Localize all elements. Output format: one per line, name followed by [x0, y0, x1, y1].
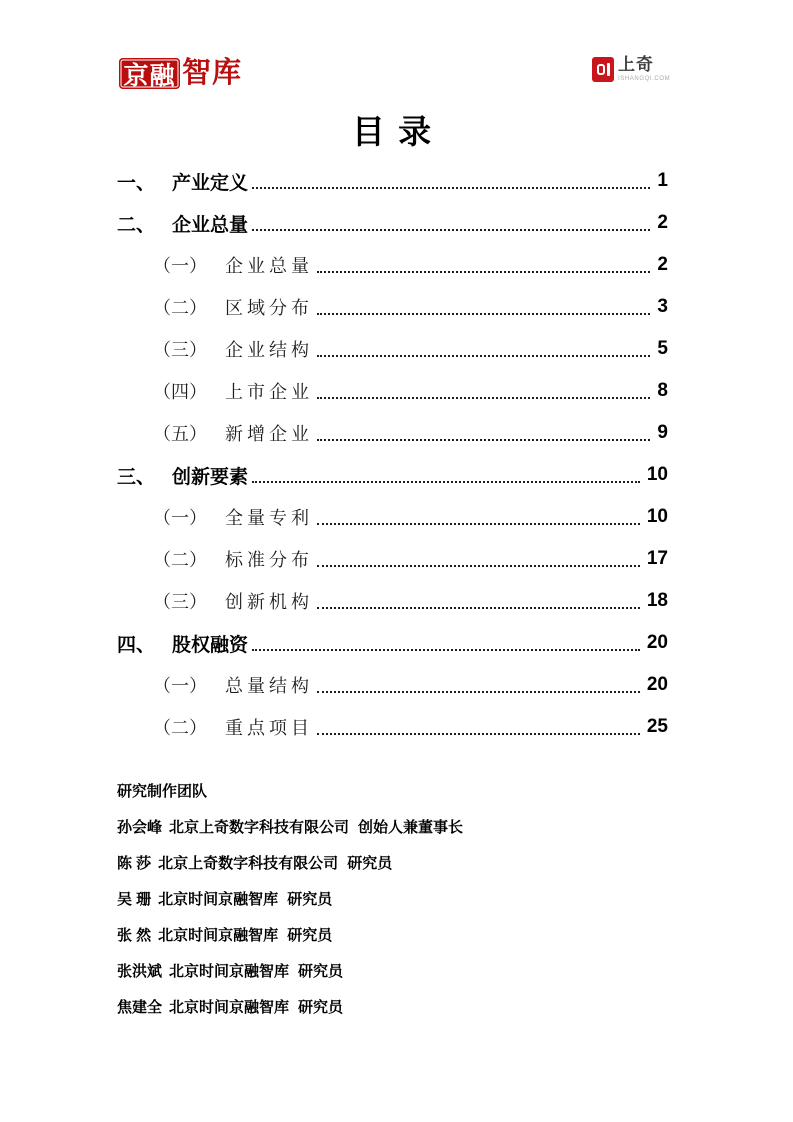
- toc-entry[interactable]: [117, 412, 668, 454]
- dot-leader: [252, 649, 640, 651]
- toc-entry-page-number: 2: [657, 254, 668, 275]
- toc-entry-label: 区域分布: [225, 298, 313, 319]
- dot-leader: [317, 397, 650, 399]
- toc-entry[interactable]: [117, 328, 668, 370]
- team-member-row: [117, 808, 668, 844]
- shangqi-ai-icon: [592, 57, 614, 82]
- toc-entry-page-number: 25: [646, 716, 668, 737]
- toc-entry[interactable]: [117, 580, 668, 622]
- team-member-row: [117, 988, 668, 1024]
- shangqi-brand-text: 上奇: [618, 55, 654, 74]
- team-heading: 研究制作团队: [117, 782, 208, 800]
- toc-entry-label: 企业总量: [172, 214, 249, 236]
- toc-entry-number: 三、: [117, 466, 156, 488]
- page-title: 目 录: [351, 113, 434, 150]
- toc-entry-page-number: 9: [657, 422, 668, 443]
- team-list: [117, 808, 668, 1024]
- team-member-name: 孙会峰: [117, 818, 163, 836]
- toc-entry[interactable]: [117, 622, 668, 664]
- toc-entry-page-number: 8: [657, 380, 668, 401]
- team-member-row: [117, 952, 668, 988]
- toc-entry[interactable]: [117, 286, 668, 328]
- dot-leader: [252, 229, 650, 231]
- toc-entry[interactable]: [117, 244, 668, 286]
- dot-leader: [317, 607, 640, 609]
- toc-entry-label: 产业定义: [172, 172, 249, 194]
- toc-entry[interactable]: [117, 370, 668, 412]
- toc-entry-label: 创新机构: [225, 592, 313, 613]
- zhiku-logo-text: 智库: [182, 57, 243, 89]
- toc-entry-number: （二）: [153, 550, 207, 571]
- toc-entry[interactable]: [117, 202, 668, 244]
- team-member-role: 研究员: [287, 926, 333, 944]
- toc-entry-label: 上市企业: [225, 382, 313, 403]
- toc-entry-page-number: 20: [646, 632, 668, 653]
- toc-entry[interactable]: [117, 538, 668, 580]
- toc-entry-number: （一）: [153, 256, 207, 277]
- toc-entry-number: （三）: [153, 340, 207, 361]
- dot-leader: [252, 187, 650, 189]
- toc-entry-page-number: 5: [657, 338, 668, 359]
- toc-entry-number: 一、: [117, 172, 156, 194]
- toc-entry-label: 企业结构: [225, 340, 313, 361]
- research-team-section: [117, 772, 668, 1024]
- team-member-role: 研究员: [287, 890, 333, 908]
- toc-entry-page-number: 20: [646, 674, 668, 695]
- team-member-row: [117, 880, 668, 916]
- ai-icon-square-glyph: [597, 64, 605, 75]
- dot-leader: [317, 355, 650, 357]
- team-member-role: 创始人兼董事长: [358, 818, 464, 836]
- toc-entry[interactable]: [117, 454, 668, 496]
- toc-entry-label: 全量专利: [225, 508, 313, 529]
- team-member-org: 北京时间京融智库: [169, 962, 290, 980]
- team-member-name: 张洪斌: [117, 962, 163, 980]
- toc-entry-page-number: 3: [657, 296, 668, 317]
- toc-entry-label: 股权融资: [172, 634, 249, 656]
- team-member-row: [117, 844, 668, 880]
- shangqi-logo: [592, 56, 670, 82]
- team-member-name: 陈 莎: [117, 854, 152, 872]
- team-member-org: 北京时间京融智库: [169, 998, 290, 1016]
- toc-entry-label: 标准分布: [225, 550, 313, 571]
- toc-entry-label: 总量结构: [225, 676, 313, 697]
- dot-leader: [252, 481, 640, 483]
- team-member-role: 研究员: [347, 854, 393, 872]
- team-member-org: 北京时间京融智库: [158, 890, 279, 908]
- dot-leader: [317, 691, 640, 693]
- toc-entry-number: （一）: [153, 676, 207, 697]
- team-member-name: 焦建全: [117, 998, 163, 1016]
- shangqi-domain-text: ISHANGQI.COM: [618, 76, 671, 82]
- toc-entry-number: （三）: [153, 592, 207, 613]
- team-member-row: [117, 916, 668, 952]
- dot-leader: [317, 439, 650, 441]
- toc-entry-page-number: 10: [646, 506, 668, 527]
- toc-entry[interactable]: [117, 706, 668, 748]
- toc-entry-page-number: 17: [646, 548, 668, 569]
- team-member-name: 张 然: [117, 926, 152, 944]
- team-member-role: 研究员: [298, 998, 344, 1016]
- toc-entry[interactable]: [117, 160, 668, 202]
- toc-entry-label: 企业总量: [225, 256, 313, 277]
- toc-entry-label: 创新要素: [172, 466, 249, 488]
- toc-entry-number: 二、: [117, 214, 156, 236]
- toc-entry-label: 新增企业: [225, 424, 313, 445]
- toc-entry-number: （二）: [153, 298, 207, 319]
- toc-entry-number: （五）: [153, 424, 207, 445]
- team-member-org: 北京上奇数字科技有限公司: [158, 854, 339, 872]
- table-of-contents: [117, 160, 668, 748]
- team-member-org: 北京时间京融智库: [158, 926, 279, 944]
- dot-leader: [317, 523, 640, 525]
- dot-leader: [317, 313, 650, 315]
- team-member-role: 研究员: [298, 962, 344, 980]
- toc-entry-number: （二）: [153, 718, 207, 739]
- toc-entry[interactable]: [117, 664, 668, 706]
- ai-icon-bar-glyph: [607, 63, 610, 76]
- jingrong-zhiku-logo: [119, 58, 242, 89]
- toc-entry-page-number: 18: [646, 590, 668, 611]
- dot-leader: [317, 271, 650, 273]
- dot-leader: [317, 733, 640, 735]
- team-member-org: 北京上奇数字科技有限公司: [169, 818, 350, 836]
- toc-entry-number: 四、: [117, 634, 156, 656]
- toc-entry-page-number: 1: [657, 170, 668, 191]
- toc-entry[interactable]: [117, 496, 668, 538]
- toc-entry-page-number: 10: [646, 464, 668, 485]
- toc-entry-number: （四）: [153, 382, 207, 403]
- dot-leader: [317, 565, 640, 567]
- jingrong-logo-box: 京融: [119, 58, 180, 89]
- toc-entry-number: （一）: [153, 508, 207, 529]
- toc-entry-label: 重点项目: [225, 718, 313, 739]
- toc-entry-page-number: 2: [657, 212, 668, 233]
- team-member-name: 吴 珊: [117, 890, 152, 908]
